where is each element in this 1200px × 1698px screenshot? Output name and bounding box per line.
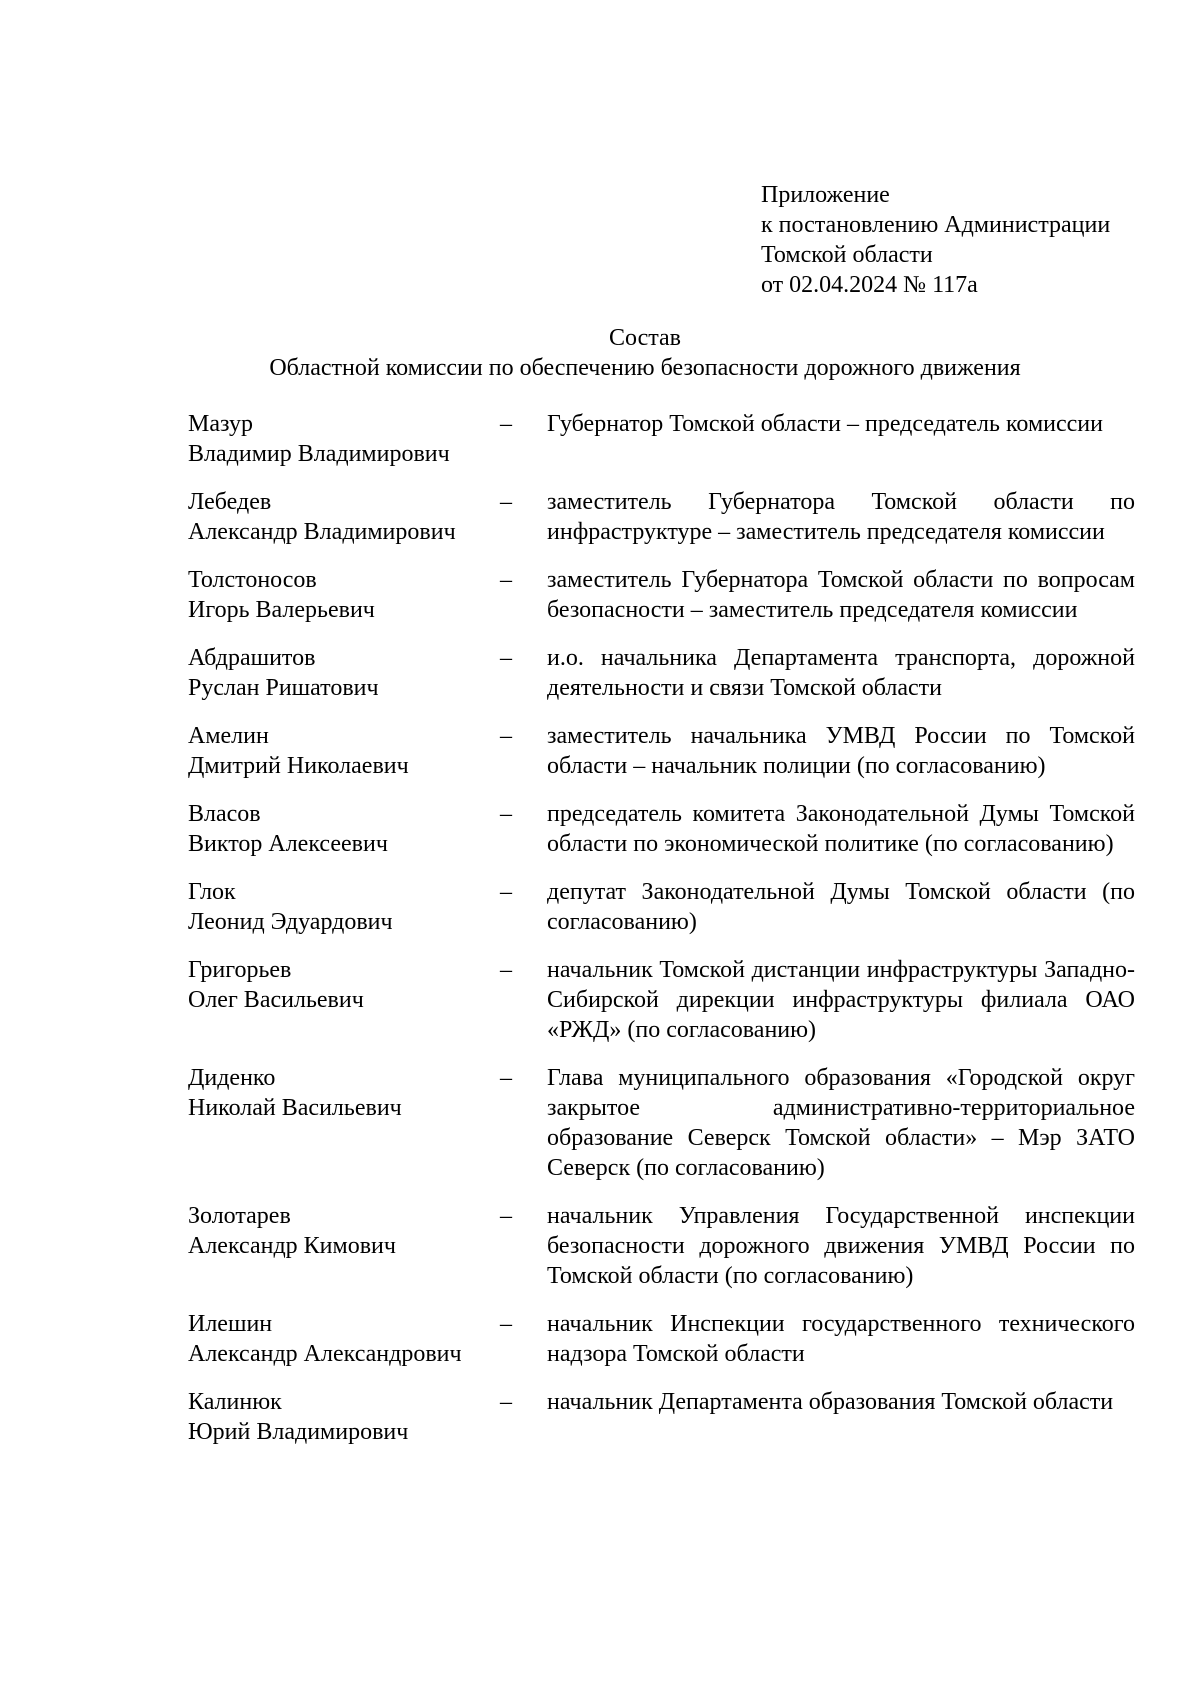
member-row: [188, 643, 1135, 703]
member-dash: –: [500, 489, 512, 515]
member-row: [188, 799, 1135, 859]
member-surname: Власов: [188, 801, 261, 827]
document-title: [0, 323, 1200, 383]
member-dash: –: [500, 801, 512, 827]
member-surname: Илешин: [188, 1311, 273, 1337]
member-given-names: Леонид Эдуардович: [188, 909, 393, 935]
member-dash: –: [500, 879, 512, 905]
member-name: [188, 1201, 500, 1291]
member-row: [188, 565, 1135, 625]
member-dash: –: [500, 645, 512, 671]
title-line: Областной комиссии по обеспечению безопасности дорожного движения: [269, 355, 1021, 381]
member-name: [188, 1387, 500, 1447]
member-surname: Глок: [188, 879, 236, 905]
member-given-names: Владимир Владимирович: [188, 441, 450, 467]
member-row: [188, 1387, 1135, 1447]
member-given-names: Олег Васильевич: [188, 987, 364, 1013]
member-given-names: Александр Александрович: [188, 1341, 462, 1367]
member-role: начальник Инспекции государственного технического надзора Томской области: [547, 1311, 1135, 1367]
member-dash: –: [500, 567, 512, 593]
member-role: заместитель Губернатора Томской области по инфраструктуре – заместитель председателя комиссии: [547, 489, 1135, 545]
member-row: [188, 1201, 1135, 1291]
member-role: начальник Департамента образования Томской области: [547, 1389, 1114, 1415]
member-name: [188, 409, 500, 469]
member-row: [188, 721, 1135, 781]
appendix-line: к постановлению Администрации: [761, 212, 1111, 238]
member-dash: –: [500, 957, 512, 983]
member-dash: –: [500, 723, 512, 749]
member-surname: Диденко: [188, 1065, 276, 1091]
member-name: [188, 721, 500, 781]
member-name: [188, 1309, 500, 1369]
member-dash: –: [500, 411, 512, 437]
member-row: [188, 877, 1135, 937]
member-dash: –: [500, 1065, 512, 1091]
member-name: [188, 565, 500, 625]
member-role: Губернатор Томской области – председатель комиссии: [547, 411, 1103, 437]
member-name: [188, 877, 500, 937]
member-row: [188, 955, 1135, 1045]
member-surname: Лебедев: [188, 489, 272, 515]
member-role: Глава муниципального образования «Городской округ закрытое административно-территориальное образование Северск Томской области» – Мэр ЗАТО Северск (по согласованию): [547, 1065, 1135, 1181]
member-given-names: Дмитрий Николаевич: [188, 753, 409, 779]
member-row: [188, 409, 1135, 469]
member-dash: –: [500, 1203, 512, 1229]
member-row: [188, 1063, 1135, 1183]
member-surname: Золотарев: [188, 1203, 291, 1229]
member-name: [188, 799, 500, 859]
member-surname: Калинюк: [188, 1389, 282, 1415]
member-surname: Амелин: [188, 723, 269, 749]
member-given-names: Виктор Алексеевич: [188, 831, 388, 857]
member-given-names: Юрий Владимирович: [188, 1419, 409, 1445]
member-role: начальник Томской дистанции инфраструктуры Западно-Сибирской дирекции инфраструктуры филиала ОАО «РЖД» (по согласованию): [547, 957, 1135, 1043]
appendix-line: Томской области: [761, 242, 933, 268]
member-surname: Абдрашитов: [188, 645, 316, 671]
appendix-date-number: от 02.04.2024 № 117а: [761, 272, 978, 298]
member-role: председатель комитета Законодательной Думы Томской области по экономической политике (по согласованию): [547, 801, 1135, 857]
member-name: [188, 1063, 500, 1183]
appendix-header: [761, 180, 1141, 300]
member-role: депутат Законодательной Думы Томской области (по согласованию): [547, 879, 1135, 935]
member-given-names: Игорь Валерьевич: [188, 597, 375, 623]
member-row: [188, 487, 1135, 547]
member-row: [188, 1309, 1135, 1369]
member-given-names: Николай Васильевич: [188, 1095, 402, 1121]
member-surname: Григорьев: [188, 957, 292, 983]
member-given-names: Александр Кимович: [188, 1233, 396, 1259]
member-given-names: Руслан Ришатович: [188, 675, 379, 701]
member-name: [188, 955, 500, 1045]
member-name: [188, 487, 500, 547]
member-surname: Мазур: [188, 411, 253, 437]
member-list: [188, 409, 1135, 1465]
member-dash: –: [500, 1389, 512, 1415]
member-role: заместитель Губернатора Томской области по вопросам безопасности – заместитель председателя комиссии: [547, 567, 1135, 623]
member-name: [188, 643, 500, 703]
member-given-names: Александр Владимирович: [188, 519, 456, 545]
member-surname: Толстоносов: [188, 567, 317, 593]
member-role: начальник Управления Государственной инспекции безопасности дорожного движения УМВД России по Томской области (по согласованию): [547, 1203, 1135, 1289]
member-role: и.о. начальника Департамента транспорта, дорожной деятельности и связи Томской области: [547, 645, 1135, 701]
member-dash: –: [500, 1311, 512, 1337]
appendix-line: Приложение: [761, 182, 890, 208]
member-role: заместитель начальника УМВД России по Томской области – начальник полиции (по согласованию): [547, 723, 1135, 779]
title-line: Состав: [608, 325, 682, 351]
